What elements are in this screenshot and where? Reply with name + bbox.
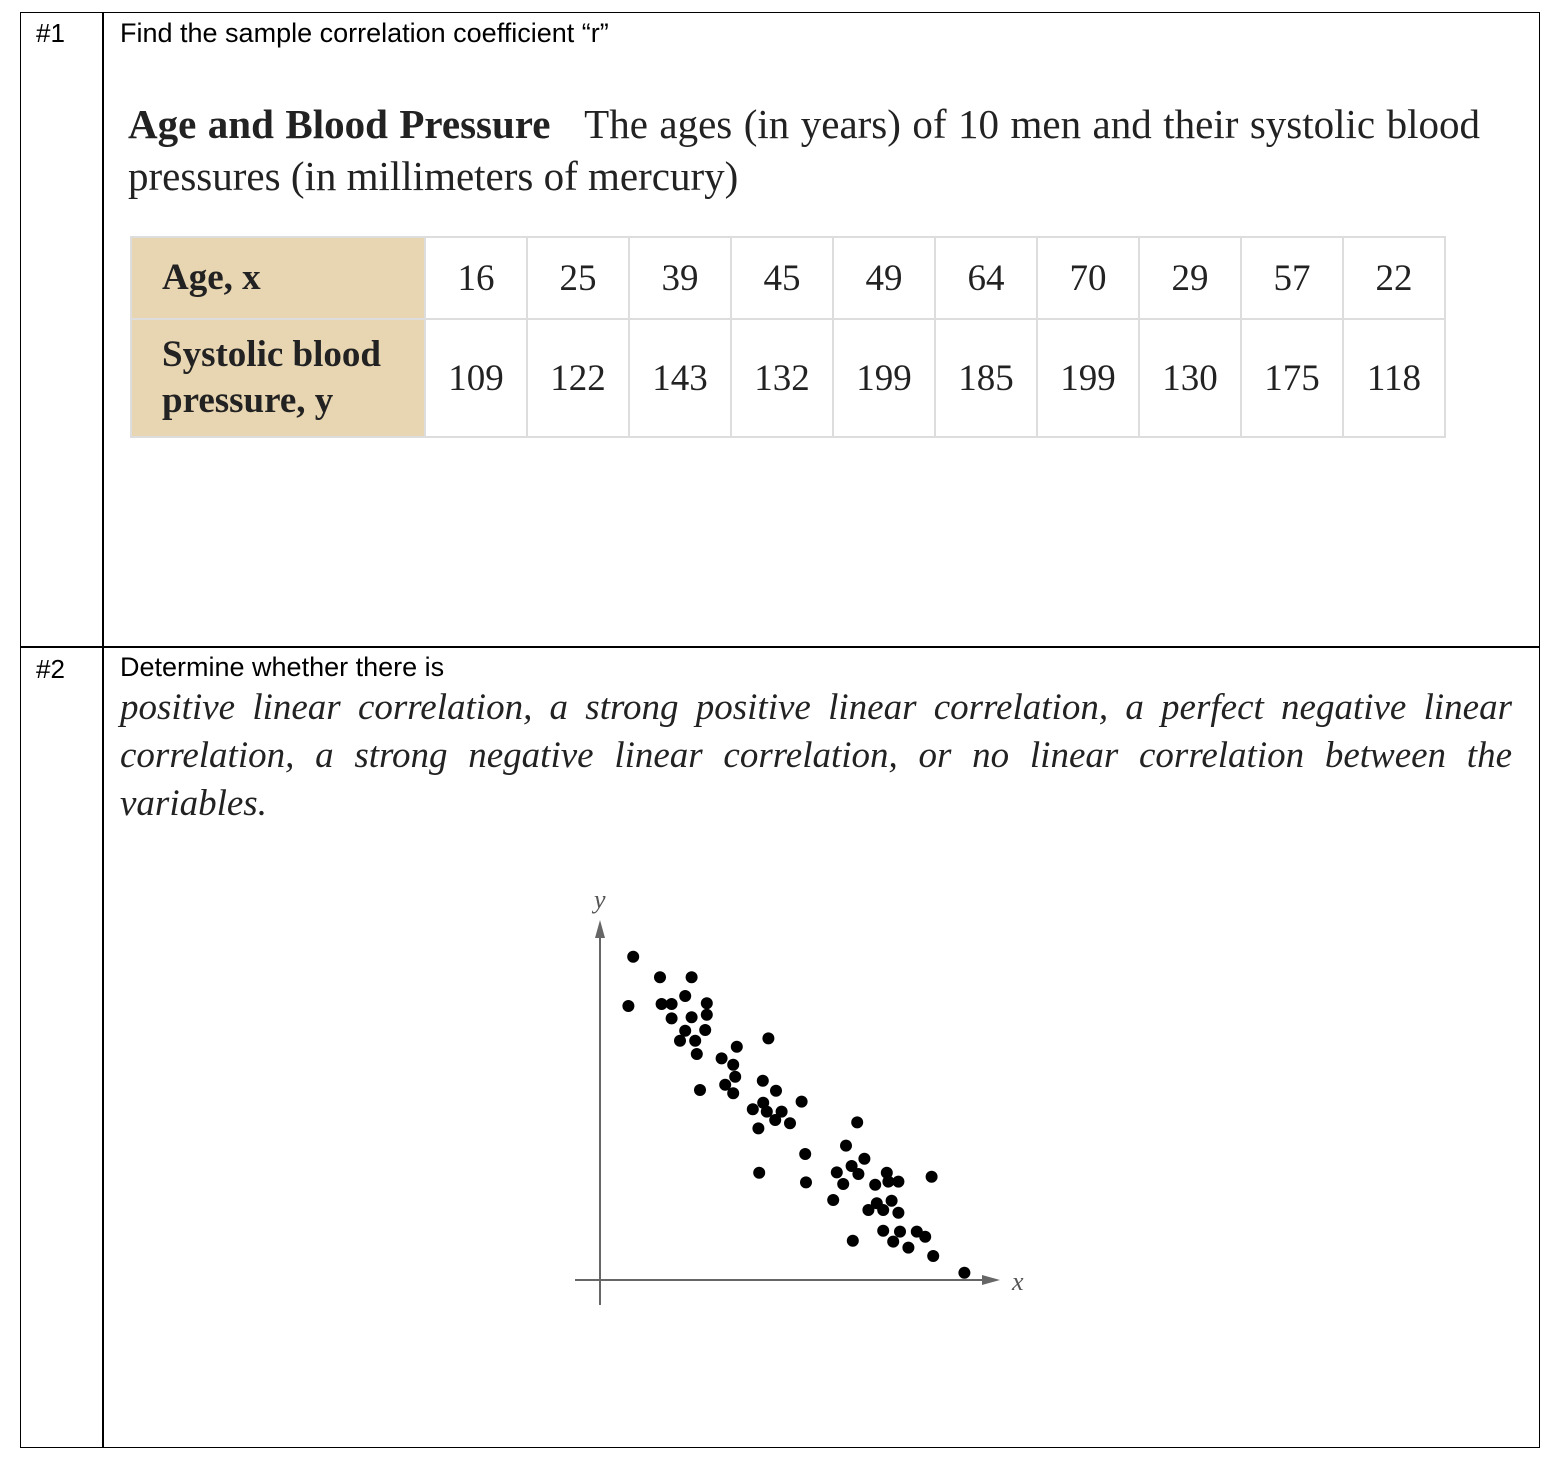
data-point: [800, 1176, 812, 1188]
data-point: [727, 1087, 739, 1099]
scatter-plot: [560, 880, 1040, 1320]
data-point: [762, 1032, 774, 1044]
data-point: [701, 997, 713, 1009]
x-label: Age, x: [131, 237, 425, 319]
data-point: [686, 971, 698, 983]
blood-pressure-cell: 122: [527, 319, 629, 437]
data-point: [799, 1148, 811, 1160]
blood-pressure-cell: 199: [1037, 319, 1139, 437]
blood-pressure-cell: 199: [833, 319, 935, 437]
data-point: [716, 1052, 728, 1064]
data-point: [796, 1096, 808, 1108]
data-point: [784, 1117, 796, 1129]
data-point: [747, 1103, 759, 1115]
data-point: [627, 951, 639, 963]
data-point: [852, 1168, 864, 1180]
question-number-2: #2: [36, 654, 65, 684]
problem-title: Age and Blood Pressure: [128, 101, 551, 147]
data-point: [666, 998, 678, 1010]
data-point: [877, 1225, 889, 1237]
data-point: [831, 1166, 843, 1178]
row-divider: [20, 646, 1540, 648]
data-table: [130, 236, 1446, 438]
y-label: Systolic blood pressure, y: [131, 319, 425, 437]
data-point: [753, 1167, 765, 1179]
x-axis-arrow: [982, 1275, 1000, 1285]
age-cell: 49: [833, 237, 935, 319]
data-point: [892, 1207, 904, 1219]
age-cell: 70: [1037, 237, 1139, 319]
data-point: [727, 1059, 739, 1071]
data-point: [894, 1226, 906, 1238]
blood-pressure-cell: 118: [1343, 319, 1445, 437]
data-point: [694, 1084, 706, 1096]
data-point: [858, 1153, 870, 1165]
age-cell: 45: [731, 237, 833, 319]
data-point: [757, 1075, 769, 1087]
data-point: [731, 1041, 743, 1053]
blood-pressure-cell: 185: [935, 319, 1037, 437]
data-point: [752, 1122, 764, 1134]
age-cell: 22: [1343, 237, 1445, 319]
data-point: [679, 990, 691, 1002]
age-cell: 25: [527, 237, 629, 319]
data-point: [729, 1071, 741, 1083]
question-number-1: #1: [36, 18, 65, 48]
data-point: [919, 1231, 931, 1243]
problem-text: The ages (in years) of 10 men and their systolic blood pressures (in millimeters of mercury): [128, 101, 1480, 199]
age-cell: 57: [1241, 237, 1343, 319]
data-point: [699, 1024, 711, 1036]
data-point: [851, 1116, 863, 1128]
data-point: [882, 1176, 894, 1188]
data-point: [770, 1085, 782, 1097]
problem-statement: [128, 98, 1480, 202]
age-cell: 29: [1139, 237, 1241, 319]
data-point: [927, 1250, 939, 1262]
age-cell: 16: [425, 237, 527, 319]
data-point: [686, 1011, 698, 1023]
age-cell: 39: [629, 237, 731, 319]
question-1-text: Find the sample correlation coefficient “r”: [120, 18, 609, 48]
data-point: [877, 1204, 889, 1216]
data-point: [689, 1035, 701, 1047]
data-point: [869, 1179, 881, 1191]
question-2-text: Determine whether there is: [120, 652, 445, 682]
data-point: [926, 1171, 938, 1183]
data-point: [666, 1012, 678, 1024]
age-cell: 64: [935, 237, 1037, 319]
column-divider: [102, 12, 104, 1448]
blood-pressure-cell: 109: [425, 319, 527, 437]
blood-pressure-cell: 175: [1241, 319, 1343, 437]
data-point: [827, 1194, 839, 1206]
data-point: [674, 1035, 686, 1047]
data-point: [840, 1140, 852, 1152]
data-point: [887, 1236, 899, 1248]
y-axis-arrow: [595, 920, 605, 938]
data-point: [701, 1009, 713, 1021]
correlation-options-text: positive linear correlation, a strong positive linear correlation, a perfect negative linear correlation, a strong negative linear correlation, or no linear correlation between the variables.: [120, 687, 1512, 824]
data-point: [837, 1178, 849, 1190]
data-point: [886, 1195, 898, 1207]
y-axis-label: y: [594, 885, 606, 914]
x-axis-label: x: [1012, 1267, 1024, 1296]
data-point: [958, 1267, 970, 1279]
blood-pressure-cell: 130: [1139, 319, 1241, 437]
data-point: [769, 1114, 781, 1126]
data-point: [654, 971, 666, 983]
data-point: [622, 1000, 634, 1012]
data-point: [902, 1242, 914, 1254]
data-point: [847, 1235, 859, 1247]
data-point: [691, 1048, 703, 1060]
blood-pressure-cell: 132: [731, 319, 833, 437]
data-point: [862, 1204, 874, 1216]
blood-pressure-cell: 143: [629, 319, 731, 437]
